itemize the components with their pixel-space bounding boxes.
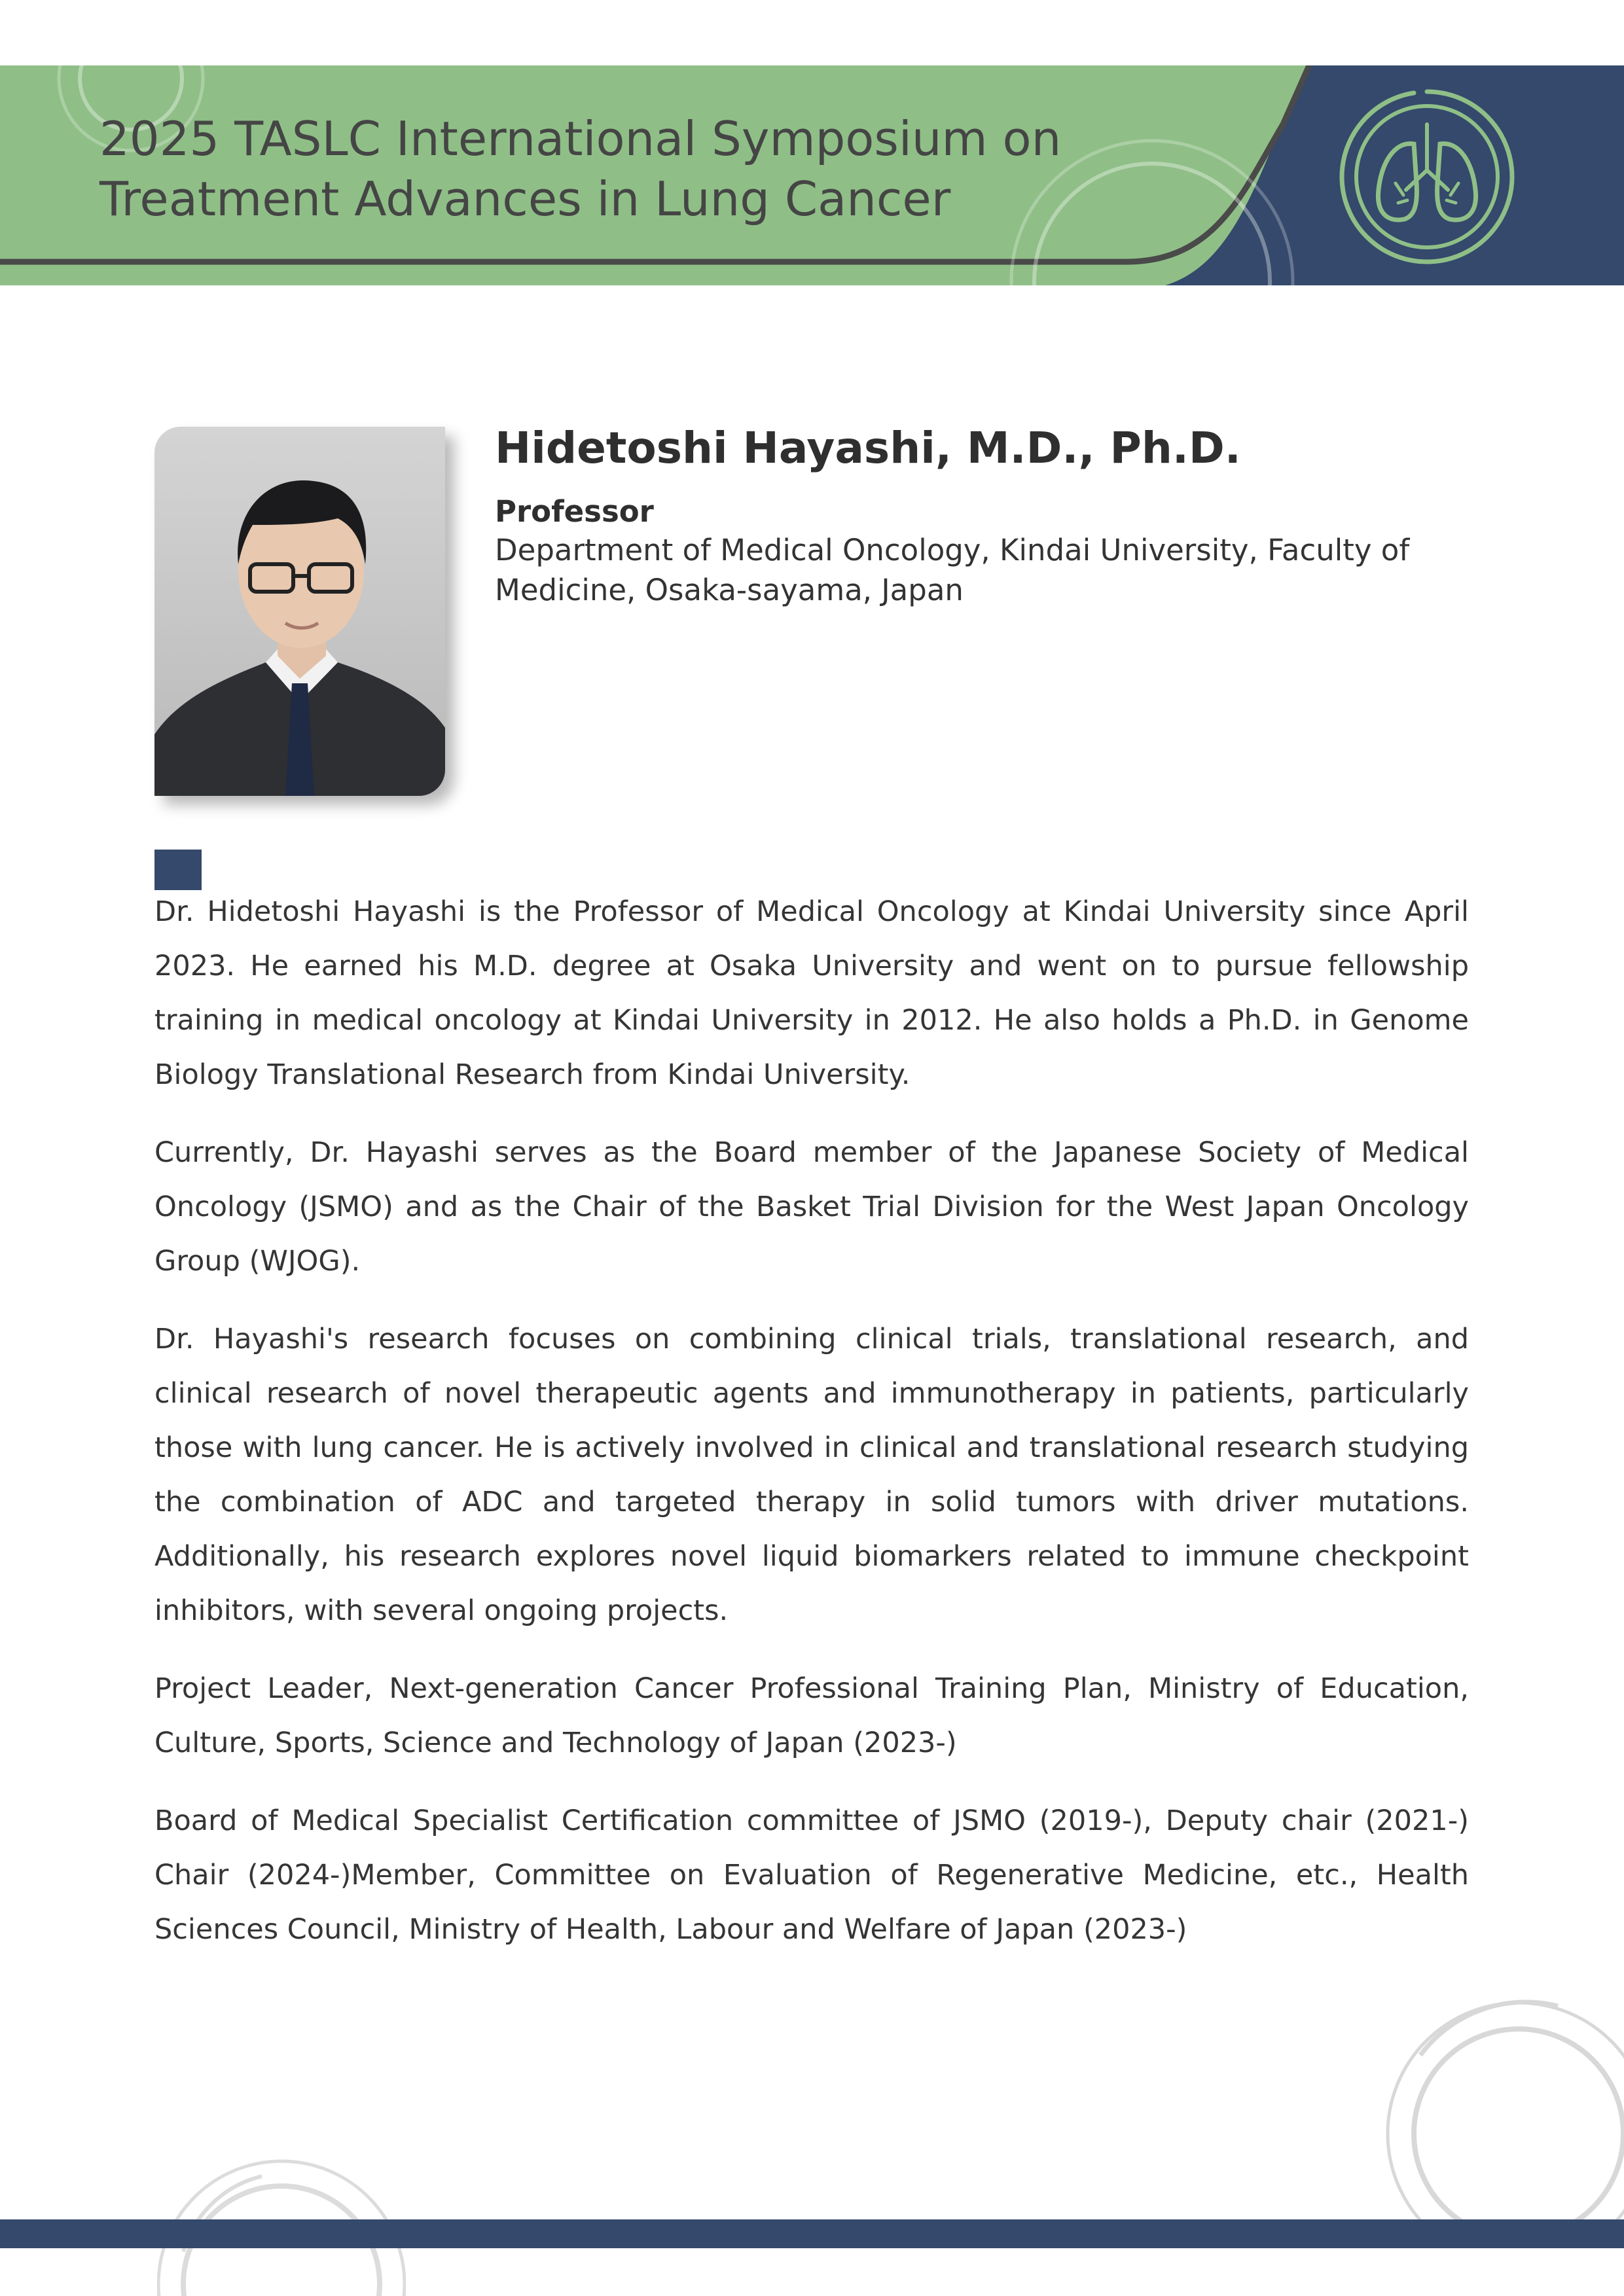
speaker-portrait-image bbox=[154, 427, 445, 796]
symposium-title-line2: Treatment Advances in Lung Cancer bbox=[99, 171, 951, 226]
speaker-affiliation: Department of Medical Oncology, Kindai University, Faculty of Medicine, Osaka-sayama, Japan bbox=[495, 533, 1410, 607]
decorative-rings-icon bbox=[1362, 1977, 1624, 2238]
symposium-title-line1: 2025 TASLC International Symposium on bbox=[99, 111, 1062, 166]
section-marker bbox=[154, 850, 202, 890]
bio-paragraph: Dr. Hidetoshi Hayashi is the Professor of Medical Oncology at Kindai University since April 2023. He earned his M.D. degree at Osaka University and went on to pursue fellowship training in medical oncology at Kindai University in 2012. He also holds a Ph.D. in Genome Biology Translational Research from Kindai University. bbox=[154, 895, 1469, 1091]
speaker-photo bbox=[154, 427, 445, 796]
footer-bar bbox=[0, 2219, 1624, 2248]
decorative-rings-icon bbox=[157, 2108, 406, 2296]
bio-paragraph: Project Leader, Next-generation Cancer Professional Training Plan, Ministry of Education, Culture, Sports, Science and Technology of Japan (2023-) bbox=[154, 1672, 1469, 1759]
bio-paragraph: Currently, Dr. Hayashi serves as the Board member of the Japanese Society of Medical Oncology (JSMO) and as the Chair of the Basket Trial Division for the West Japan Oncology Group (WJOG). bbox=[154, 1136, 1469, 1278]
symposium-title bbox=[99, 109, 1180, 229]
bio-paragraph: Dr. Hayashi's research focuses on combining clinical trials, translational research, and clinical research of novel therapeutic agents and immunotherapy in patients, particularly those with lung cancer. He is actively involved in clinical and translational research studying the combination of ADC and targeted therapy in solid tumors with driver mutations. Additionally, his research explores novel liquid biomarkers related to immune checkpoint inhibitors, with several ongoing projects. bbox=[154, 1323, 1469, 1627]
speaker-biography bbox=[154, 885, 1469, 1981]
speaker-name: Hidetoshi Hayashi, M.D., Ph.D. bbox=[495, 423, 1241, 473]
speaker-role: Professor bbox=[495, 494, 654, 529]
lungs-icon bbox=[1335, 85, 1519, 268]
header-banner bbox=[0, 65, 1624, 285]
bio-paragraph: Board of Medical Specialist Certification committee of JSMO (2019-), Deputy chair (2021-) Chair (2024-)Member, Committee on Evaluation of Regenerative Medicine, etc., Health Sciences Council, Ministry of Health, Labour and Welfare of Japan (2023-) bbox=[154, 1804, 1469, 1946]
